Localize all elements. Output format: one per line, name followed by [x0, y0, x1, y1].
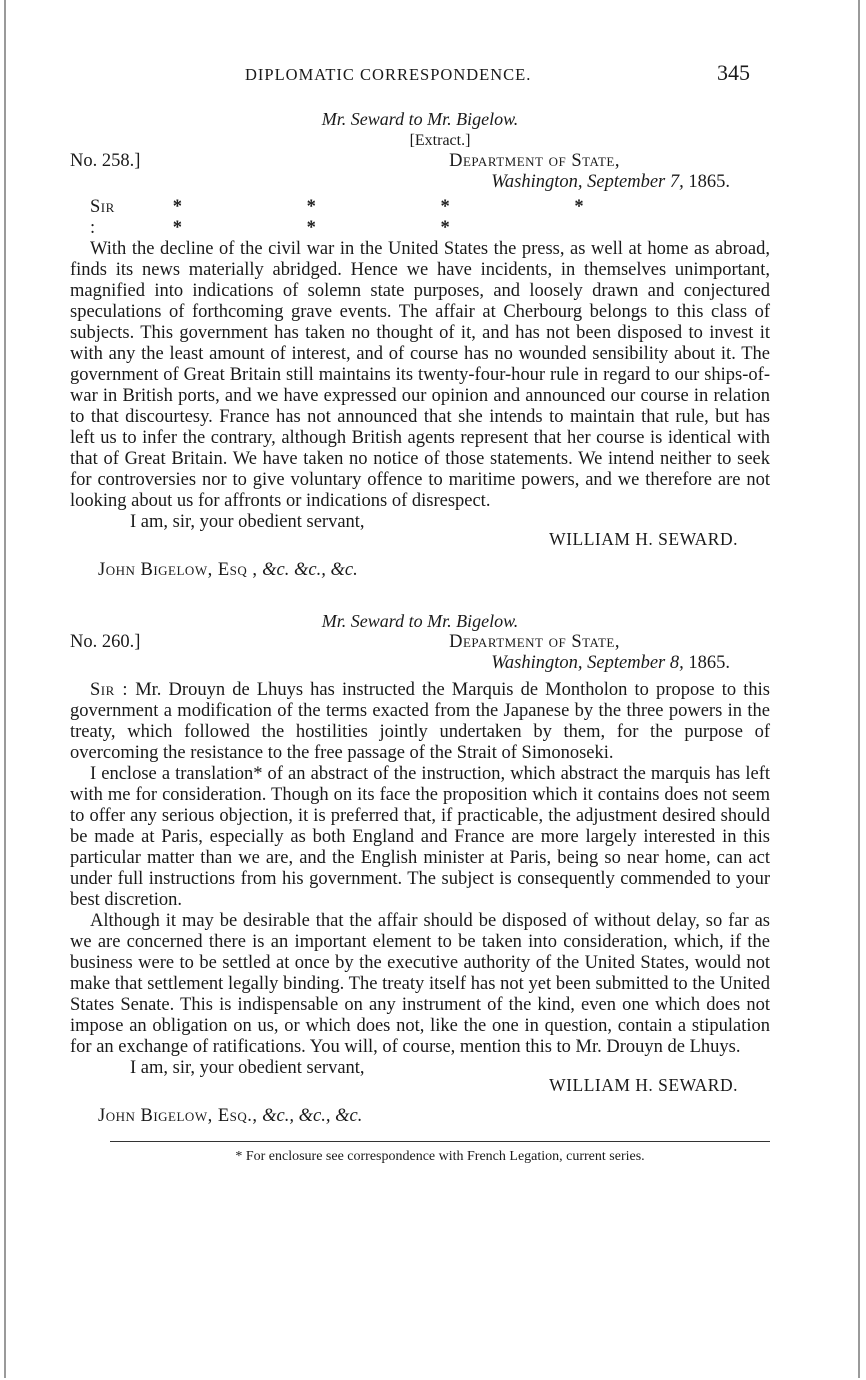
- document-page: [70, 62, 770, 1167]
- salutation: Sir :: [90, 197, 115, 238]
- page-number: 345: [717, 60, 750, 85]
- recipient: [98, 1106, 770, 1127]
- letter-number: No. 260.]: [70, 632, 141, 652]
- extract-label: [Extract.]: [409, 132, 471, 149]
- letter-258: [70, 109, 770, 581]
- body-paragraph: Although it may be desirable that the affair should be disposed of without delay, so far as we are concerned there is an important element to be taken into consideration, which, if the business were to be settled at once by the executive authority of the United States, would not make that settlement legally binding. The treaty itself has not yet been submitted to the United States Senate. This is indispensable on any instrument of the kind, even one which does not impose an obligation on us, or which does not, like the one in question, contain a stipulation for an exchange of ratifications. You will, of course, mention this to Mr. Drouyn de Lhuys.: [70, 911, 770, 1057]
- closing: I am, sir, your obedient servant,: [130, 1058, 365, 1078]
- ellipsis-stars: * * * * * * *: [172, 197, 644, 238]
- body-paragraph: I enclose a translation* of an abstract of the instruction, which abstract the marquis has left with me for consideration. Though on its face the proposition which it contains does not seem to offer any serious objection, it is preferred that, if practicable, the adjustment desired should be made at Paris, especially as both England and France are more largely interested in this particular matter than we are, and the English minister at Paris, being so near home, can act under full instructions from his government. The subject is consequently commended to your best discretion.: [70, 764, 770, 910]
- recipient-etc: &c., &c., &c.: [262, 1106, 363, 1126]
- date-text: Washington, September 8,: [491, 653, 684, 673]
- date-year: 1865.: [688, 653, 730, 673]
- footnote-rule: [110, 1141, 770, 1142]
- letter-260: [70, 611, 770, 1127]
- paragraph-text: Mr. Drouyn de Lhuys has instructed the Marquis de Montholon to propose to this government a modification of the terms exacted from the Japanese by the three powers in the treaty, which followed the hostilities jointly undertaken by them, for the purpose of overcoming the resistance to the free passage of the Strait of Simonoseki.: [70, 680, 771, 763]
- footnote: * For enclosure see correspondence with French Legation, current series.: [235, 1149, 645, 1164]
- recipient-etc: &c. &c., &c.: [262, 560, 358, 580]
- signature: WILLIAM H. SEWARD.: [549, 529, 738, 549]
- body-paragraph: [70, 680, 770, 764]
- department-name: Department of State,: [449, 151, 620, 171]
- department-name: Department of State,: [449, 632, 620, 652]
- signature: WILLIAM H. SEWARD.: [549, 1075, 738, 1095]
- recipient: [98, 560, 770, 581]
- date-text: Washington, September 7,: [491, 172, 684, 192]
- running-header: [245, 62, 770, 85]
- recipient-name: John Bigelow, Esq ,: [98, 560, 258, 580]
- body-paragraph: With the decline of the civil war in the United States the press, as well at home as abroad, finds its news materially abridged. Hence we have incidents, in themselves unimportant, magnified into indications of solemn state purposes, and loosely drawn and conjectured speculations of forthcoming grave events. The affair at Cherbourg belongs to this class of subjects. This government has taken no thought of it, and has not been disposed to invest it with any the least amount of interest, and of course has no wounded sensibility about it. The government of Great Britain still maintains its twenty-four-hour rule in regard to our ships-of-war in British ports, and we have expressed our opinion and announced our course in relation to that discourtesy. France has not announced that she intends to maintain that rule, but has left us to infer the contrary, although British agents represent that her course is identical with that of Great Britain. We have taken no notice of those statements. We intend neither to seek for controversies nor to give voluntary offence to maritime powers, and we therefore are not looking about us for affronts or indications of disrespect.: [70, 239, 770, 511]
- letter-date: [70, 653, 770, 674]
- letter-heading: Mr. Seward to Mr. Bigelow.: [321, 611, 519, 631]
- date-year: 1865.: [688, 172, 730, 192]
- letter-heading: Mr. Seward to Mr. Bigelow.: [321, 109, 519, 129]
- running-title: DIPLOMATIC CORRESPONDENCE.: [245, 65, 532, 84]
- letter-number-line: [70, 632, 770, 653]
- letter-date: [70, 172, 770, 193]
- salutation: Sir :: [90, 680, 129, 700]
- recipient-name: John Bigelow, Esq.,: [98, 1106, 258, 1126]
- letter-number: No. 258.]: [70, 151, 141, 171]
- letter-number-line: [70, 151, 770, 172]
- salutation-line: [90, 197, 770, 239]
- closing: I am, sir, your obedient servant,: [130, 512, 365, 532]
